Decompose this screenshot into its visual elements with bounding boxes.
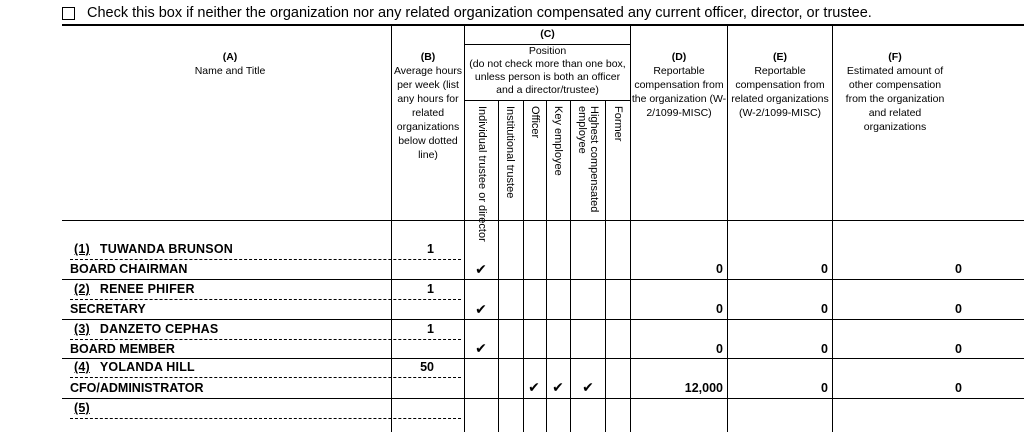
row-2-name-text: RENEE PHIFER [99,282,195,296]
header-a [130,50,330,78]
row-3-individual-trustee-check: ✔ [475,340,487,356]
row-4-name-text: YOLANDA HILL [99,360,195,374]
row-4-key-employee-check: ✔ [552,379,564,395]
row-4-comp-d: 12,000 [684,381,723,395]
row-4-title: CFO/ADMINISTRATOR [70,381,204,395]
row-3-hours: 1 [427,322,434,336]
pos-divider-3 [546,100,547,432]
header-d [631,50,727,120]
row-1-title: BOARD CHAIRMAN [70,262,188,276]
row-2-comp-d: 0 [716,302,723,316]
row-1-comp-f: 0 [955,262,962,276]
pos-col-institutional-trustee: Institutional trustee [504,106,516,199]
row-1-name-text: TUWANDA BRUNSON [99,242,233,256]
row-2-name [74,282,195,296]
col-divider-e-f [832,24,833,432]
row-3-comp-f: 0 [955,342,962,356]
row-5-number: (5) [74,401,90,415]
row-4-comp-e: 0 [821,381,828,395]
row-3-title: BOARD MEMBER [70,342,175,356]
header-c [465,28,630,97]
row-3-border [62,358,1024,359]
row-4-officer-check: ✔ [528,379,540,395]
pos-col-key-employee: Key employee [552,106,564,176]
row-4-comp-f: 0 [955,381,962,395]
row-1-number: (1) [74,242,90,256]
header-d-text: Reportable compensation from the organization (W-2/1099-MISC) [631,65,727,119]
pos-divider-1 [498,100,499,432]
row-4-name [74,360,195,374]
row-3-comp-e: 0 [821,342,828,356]
header-e [728,50,832,120]
row-4-border [62,398,1024,399]
header-f-text: Estimated amount of other compensation from the organization and related organizations [845,65,945,133]
row-2-number: (2) [74,282,90,296]
row-3-dotted-line [70,339,461,340]
row-3-number: (3) [74,322,90,336]
row-3-name [74,322,218,336]
header-a-letter: (A) [222,51,238,63]
row-3-name-text: DANZETO CEPHAS [99,322,219,336]
no-compensation-label: Check this box if neither the organization nor any related organization compensated any current officer, director, or trustee. [87,5,872,21]
pos-divider-5 [605,100,606,432]
table-top-border [62,24,1024,26]
pos-col-former: Former [612,106,624,142]
header-c-note: (do not check more than one box, unless person is both an officer and a director/trustee) [469,58,626,96]
row-2-dotted-line [70,299,461,300]
row-4-dotted-line [70,377,461,378]
header-b-letter: (B) [420,51,436,63]
row-1-border [62,279,1024,280]
row-2-comp-e: 0 [821,302,828,316]
row-3-comp-d: 0 [716,342,723,356]
row-4-highest-compensated-check: ✔ [582,379,594,395]
header-c-position: Position [528,45,567,57]
row-4-number: (4) [74,360,90,374]
header-f [845,50,945,134]
row-1-dotted-line [70,259,461,260]
row-1-comp-e: 0 [821,262,828,276]
header-f-letter: (F) [888,51,902,63]
pos-col-individual-trustee: Individual trustee or director [476,106,488,242]
header-d-letter: (D) [671,51,687,63]
row-2-title: SECRETARY [70,302,146,316]
row-2-hours: 1 [427,282,434,296]
pos-divider-4 [570,100,571,432]
no-compensation-checkbox[interactable] [62,7,75,20]
row-2-comp-f: 0 [955,302,962,316]
row-1-comp-d: 0 [716,262,723,276]
pos-col-officer: Officer [529,106,541,139]
pos-col-highest-compensated: Highest compensated employee [576,106,600,213]
header-e-letter: (E) [773,51,787,63]
header-b-text: Average hours per week (list any hours for related organizations below dotted line) [393,65,463,161]
row-1-name [74,242,233,256]
row-1-hours: 1 [427,242,434,256]
row-4-hours: 50 [420,360,434,374]
header-c-letter: (C) [540,28,555,40]
row-2-individual-trustee-check: ✔ [475,301,487,317]
no-compensation-statement [62,2,872,24]
header-b [392,50,464,162]
header-bottom-border [62,220,1024,221]
header-a-text: Name and Title [194,65,266,77]
row-1-individual-trustee-check: ✔ [475,261,487,277]
row-5-name [74,401,100,415]
header-e-text: Reportable compensation from related organizations (W-2/1099-MISC) [731,65,829,119]
row-2-border [62,319,1024,320]
row-5-dotted-line [70,418,461,419]
